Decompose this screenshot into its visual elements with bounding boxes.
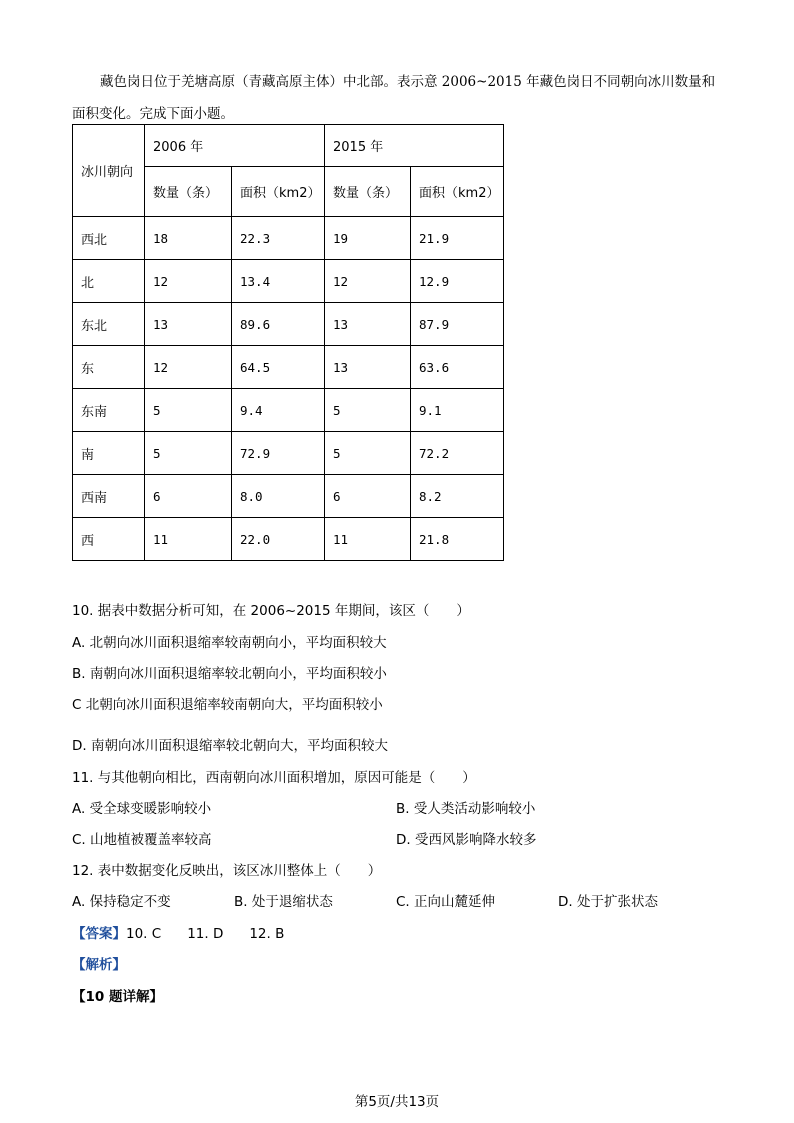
count-header-2006: 数量（条） — [145, 167, 232, 217]
answer-12: 12. B — [249, 926, 285, 942]
area-2015-cell: 21.8 — [411, 518, 504, 561]
count-2006-cell: 6 — [145, 475, 232, 518]
area-2006-cell: 89.6 — [232, 303, 325, 346]
count-2006-cell: 13 — [145, 303, 232, 346]
area-2006-cell: 22.3 — [232, 217, 325, 260]
direction-cell: 东 — [73, 346, 145, 389]
direction-cell: 西 — [73, 518, 145, 561]
question-10-option-a: A. 北朝向冰川面积退缩率较南朝向小，平均面积较大 — [72, 635, 387, 651]
year-2015-header: 2015 年 — [325, 125, 504, 167]
area-2015-cell: 9.1 — [411, 389, 504, 432]
question-12-option-c: C. 正向山麓延伸 — [396, 894, 496, 910]
answer-11: 11. D — [187, 926, 224, 942]
question-10-detail-heading: 【10 题详解】 — [72, 989, 163, 1005]
question-10-stem: 10. 据表中数据分析可知，在 2006~2015 年期间，该区（ ） — [72, 603, 470, 619]
area-2006-cell: 9.4 — [232, 389, 325, 432]
table-row — [73, 303, 504, 346]
count-2006-cell: 12 — [145, 346, 232, 389]
question-12-stem: 12. 表中数据变化反映出，该区冰川整体上（ ） — [72, 863, 382, 879]
page-footer: 第5页/共13页 — [354, 1094, 440, 1110]
count-2006-cell: 18 — [145, 217, 232, 260]
table-row — [73, 518, 504, 561]
area-header-2006: 面积（km2） — [232, 167, 325, 217]
area-2006-cell: 8.0 — [232, 475, 325, 518]
table-row — [73, 432, 504, 475]
count-2015-cell: 6 — [325, 475, 411, 518]
count-2015-cell: 12 — [325, 260, 411, 303]
table-row — [73, 260, 504, 303]
count-2006-cell: 5 — [145, 432, 232, 475]
intro-line-1: 藏色岗日位于羌塘高原（青藏高原主体）中北部。表示意 2006~2015 年藏色岗日不同朝向冰川数量和 — [100, 74, 716, 90]
direction-cell: 东北 — [73, 303, 145, 346]
area-2015-cell: 8.2 — [411, 475, 504, 518]
area-2006-cell: 64.5 — [232, 346, 325, 389]
area-2015-cell: 87.9 — [411, 303, 504, 346]
question-12-option-d: D. 处于扩张状态 — [558, 894, 658, 910]
question-10-option-d: D. 南朝向冰川面积退缩率较北朝向大，平均面积较大 — [72, 738, 388, 754]
count-2006-cell: 11 — [145, 518, 232, 561]
question-12-option-a: A. 保持稳定不变 — [72, 894, 171, 910]
analysis-tag: 【解析】 — [72, 957, 126, 973]
count-header-2015: 数量（条） — [325, 167, 411, 217]
direction-cell: 东南 — [73, 389, 145, 432]
direction-cell: 北 — [73, 260, 145, 303]
glacier-table — [72, 124, 504, 561]
answer-10: 10. C — [126, 926, 162, 942]
answer-tag: 【答案】 — [72, 926, 126, 942]
area-2015-cell: 21.9 — [411, 217, 504, 260]
year-2006-header: 2006 年 — [145, 125, 325, 167]
intro-line-2: 面积变化。完成下面小题。 — [72, 106, 234, 122]
count-2015-cell: 5 — [325, 432, 411, 475]
area-2015-cell: 12.9 — [411, 260, 504, 303]
count-2015-cell: 13 — [325, 303, 411, 346]
question-10-option-c: C 北朝向冰川面积退缩率较南朝向大，平均面积较小 — [72, 697, 383, 713]
direction-cell: 西北 — [73, 217, 145, 260]
area-2015-cell: 63.6 — [411, 346, 504, 389]
area-2006-cell: 72.9 — [232, 432, 325, 475]
count-2015-cell: 13 — [325, 346, 411, 389]
question-11-option-b: B. 受人类活动影响较小 — [396, 801, 536, 817]
count-2015-cell: 19 — [325, 217, 411, 260]
table-row — [73, 346, 504, 389]
direction-cell: 南 — [73, 432, 145, 475]
area-2006-cell: 13.4 — [232, 260, 325, 303]
question-12-option-b: B. 处于退缩状态 — [234, 894, 333, 910]
direction-cell: 西南 — [73, 475, 145, 518]
intro-paragraph — [72, 66, 722, 130]
question-10-option-b: B. 南朝向冰川面积退缩率较北朝向小，平均面积较小 — [72, 666, 387, 682]
area-header-2015: 面积（km2） — [411, 167, 504, 217]
count-2006-cell: 12 — [145, 260, 232, 303]
table-row — [73, 389, 504, 432]
table-row — [73, 475, 504, 518]
orientation-header: 冰川朝向 — [73, 125, 145, 217]
count-2006-cell: 5 — [145, 389, 232, 432]
question-11-option-d: D. 受西风影响降水较多 — [396, 832, 537, 848]
question-11-stem: 11. 与其他朝向相比，西南朝向冰川面积增加，原因可能是（ ） — [72, 770, 476, 786]
count-2015-cell: 11 — [325, 518, 411, 561]
count-2015-cell: 5 — [325, 389, 411, 432]
question-11-option-a: A. 受全球变暖影响较小 — [72, 801, 212, 817]
table-row — [73, 217, 504, 260]
answers-line — [72, 922, 310, 942]
area-2015-cell: 72.2 — [411, 432, 504, 475]
area-2006-cell: 22.0 — [232, 518, 325, 561]
question-11-option-c: C. 山地植被覆盖率较高 — [72, 832, 212, 848]
